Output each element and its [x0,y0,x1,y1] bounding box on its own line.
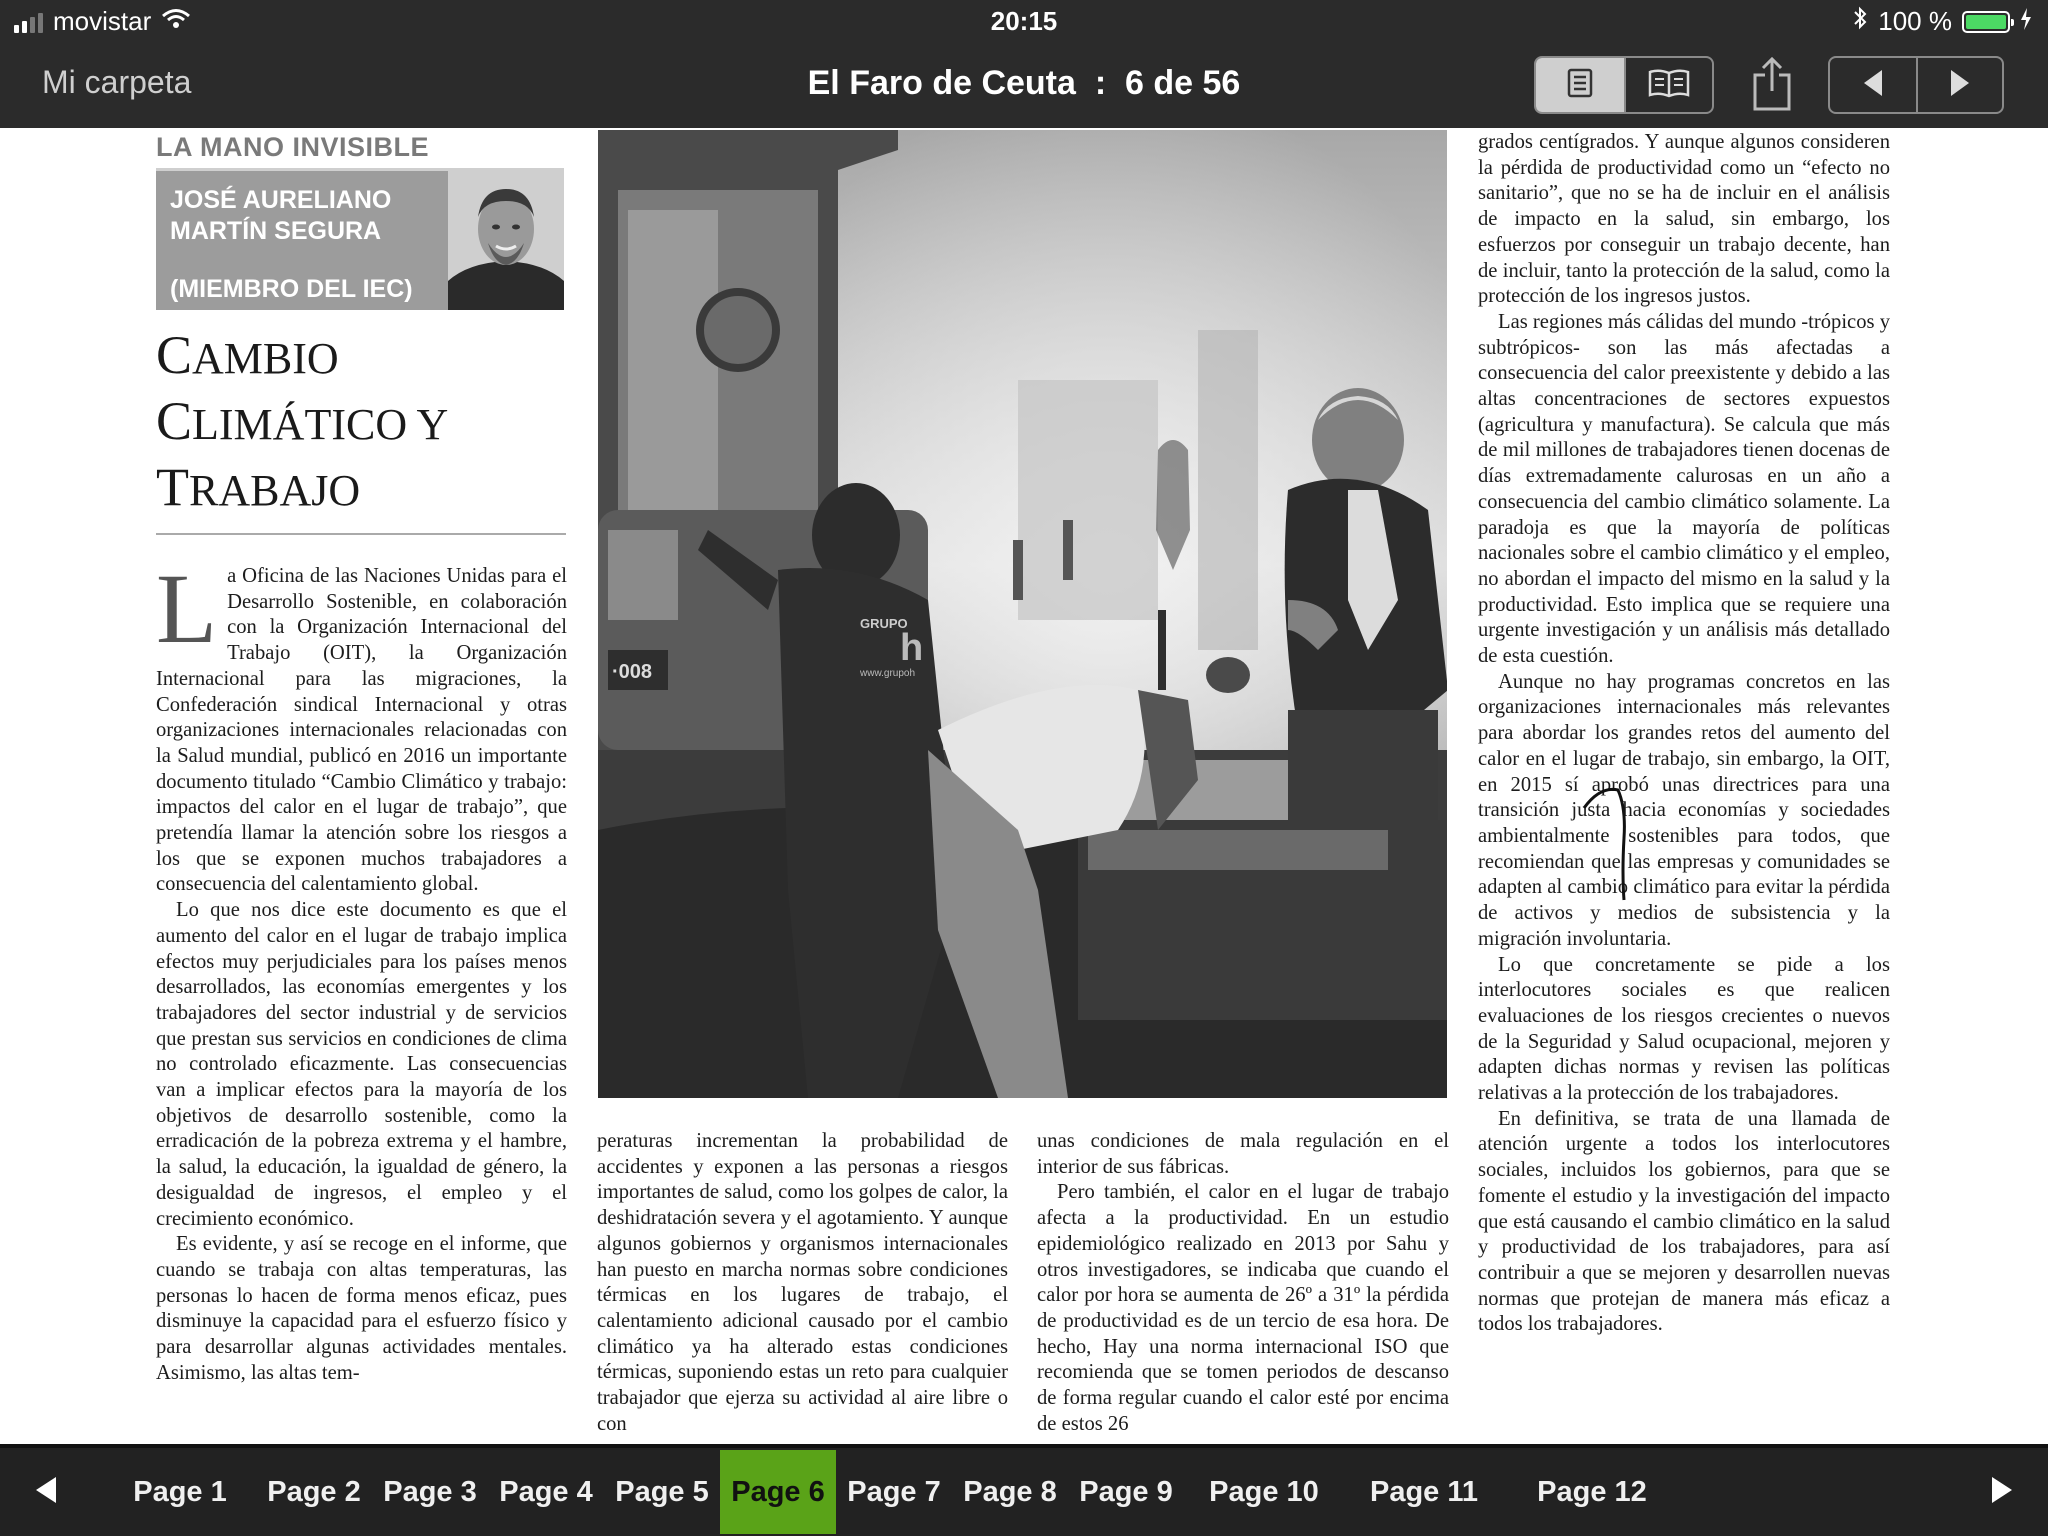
scroll-pages-right-button[interactable] [1972,1448,2032,1536]
page-item-5[interactable]: Page 5 [615,1475,709,1508]
paragraph-text: a Oficina de las Naciones Unidas para el Desarrollo Sostenible, en colaboración con la Organización Internacional del Trabajo (OIT), la Organización Internacional para las migraciones, la Confederación sindical Internacional y otras organizaciones internacionales relacionadas con la Salud mundial, publicó en 2016 un importante documento titulado “Cambio Climático y trabajo: impactos del calor en el lugar de trabajo”, que pretendía llamar la atención sobre los riesgos a los que se exponen muchos trabajadores a consecuencia del calentamiento global. [156,565,567,896]
headline-line: TRABAJO [156,457,361,517]
double-page-icon [1647,68,1691,103]
page-list [104,1448,1680,1536]
drop-cap: L [156,564,218,664]
author-role: (MIEMBRO DEL IEC) [170,275,413,303]
article-column-4 [1478,130,1890,1444]
page-item-2[interactable]: Page 2 [267,1475,361,1508]
shirt-brand: GRUPO [860,616,908,631]
author-photo [448,171,564,310]
page-item-8[interactable]: Page 8 [963,1475,1057,1508]
single-page-view-button[interactable] [1536,58,1624,112]
publication-name: El Faro de Ceuta [807,64,1076,102]
previous-page-button[interactable] [1830,58,1916,112]
chevron-right-icon [1990,1475,2014,1510]
status-bar [0,0,2048,40]
double-page-view-button[interactable] [1624,58,1712,112]
author-box [156,168,564,310]
page-item-9[interactable]: Page 9 [1079,1475,1173,1508]
paragraph: Las regiones más cálidas del mundo -trópicos y subtrópicos- son las más afectadas a consecuencia del calor preexistente y debido a las altas concentraciones de sectores expuestos (agricultura y manufactura). Se calcula que más de mil millones de trabajadores tienen docenas de días extremadamente calurosas en un año a consecuencia del cambio climático solamente. La paradoja es que la mayoría de políticas nacionales sobre el cambio climático y el empleo, no abordan el impacto del mismo en la salud y la productividad. Esto implica que se requiere una urgente investigación y un análisis más detallado de esta cuestión. [1478,310,1890,668]
author-name: JOSÉ AURELIANO MARTÍN SEGURA [170,186,392,245]
page-thumbnail-bar [0,1444,2048,1536]
paragraph: Lo que nos dice este documento es que el aumento del calor en el lugar de trabajo implica efectos muy perjudiciales para los países menos desarrollados, las economías emergentes y los trabajadores del sector industrial y de servicios que prestan sus servicios en condiciones de clima no controlado eficazmente. Las consecuencias van a implicar efectos para la mayoría de los objetivos de desarrollo sostenible, como la erradicación de la pobreza extrema y el hambre, la salud, la educación, la igualdad de género, la desigualdad de ingresos, el empleo y el crecimiento económico. [156,899,567,1230]
share-button[interactable] [1744,54,1800,116]
paragraph: unas condiciones de mala regulación en el interior de sus fábricas. [1037,1130,1449,1178]
paragraph: En definitiva, se trata de una llamada de atención urgente a todos los interlocutores sociales, incluidos los gobiernos, para que se fomente el estudio y la investigación del impacto que está causando el cambio climático en la salud y productividad de los trabajadores, para así contribuir a que se mejoren y desarrollen nuevas normas que protejan de manera más eficaz a todos los trabajadores. [1478,1107,1890,1336]
chevron-left-icon [34,1475,58,1510]
clock: 20:15 [990,6,1058,36]
paragraph: Pero también, el calor en el lugar de trabajo afecta a la productividad. En un estudio epidemiológico realizado en 2013 por Sahu y otros investigadores, se indicaba que cuando el calor por hora se aumenta de 26º a 31º la pérdida de productividad es de un tercio de esa hora. De hecho, Hay una norma internacional ISO que recomienda que se tomen periodos de descanso de forma regular cuando el calor esté por encima de estos 26 [1037,1181,1449,1435]
headline-divider [156,533,566,535]
paragraph: Aunque no hay programas concretos en las organizaciones internacionales más relevantes para abordar los grandes retos del aumento del calor en el lugar de trabajo, sin embargo, la OIT, en 2015 sí aprobó unas directrices para una transición justa hacia economías y sociedades ambientalmente sostenibles para todos, que recomiendan que las empresas y comunidades se adapten al cambio climático para evitar la pérdida de activos y medios de subsistencia y la migración involuntaria. [1478,670,1890,950]
paragraph: peraturas incrementan la probabilidad de accidentes y exponen a las personas a riesgos importantes de salud, como los golpes de calor, la deshidratación severa y el agotamiento. Y aunque algunos gobiernos y organismos internacionales han puesto en marcha normas sobre condiciones térmicas en los lugares de trabajo, el calentamiento adicional causado por el cambio climático ya ha alterado estas condiciones térmicas, suponiendo estas un reto para cualquier trabajador que ejerza su actividad al aire libre o con [597,1130,1008,1435]
page-navigation-control [1828,56,2004,114]
page-item-6[interactable]: Page 6 [720,1450,836,1534]
paragraph: Es evidente, y así se recoge en el informe, que cuando se trabaja con altas temperaturas, las personas lo hacen de forma menos eficaz, pues disminuye la capacidad para el esfuerzo físico y para desarrollar algunas actividades mentales. Asimismo, las altas tem- [156,1233,567,1384]
page-item-4[interactable]: Page 4 [499,1475,593,1508]
newspaper-page[interactable] [0,128,2048,1444]
section-title: LA MANO INVISIBLE [156,132,430,162]
chevron-left-icon [1860,68,1886,103]
headline-line: CAMBIO [156,325,339,385]
scroll-pages-left-button[interactable] [16,1448,76,1536]
page-item-12[interactable]: Page 12 [1537,1475,1647,1508]
share-icon [1751,55,1793,116]
carrier-label: movistar [53,6,152,36]
charging-icon [2020,6,2032,37]
bluetooth-icon [1852,6,1868,37]
article-column-2 [597,1129,1008,1444]
paragraph: grados centígrados. Y aunque algunos consideren la pérdida de productividad como un “efecto no sanitario”, que no se ha de incluir en el análisis de impacto en la salud, sin embargo, los esfuerzos por conseguir un trabajo decente, han de incluir, tanto la protección de la salud, como la protección de los ingresos justos. [1478,131,1890,308]
article-headline [156,324,576,522]
shirt-logo: h [900,627,924,669]
battery-percent: 100 % [1878,6,1952,36]
handwritten-annotation [1580,778,1640,908]
page-item-10[interactable]: Page 10 [1209,1475,1319,1508]
view-mode-toggle [1534,56,1714,114]
battery-icon [1962,11,2010,33]
document-title [0,64,2048,103]
article-column-3 [1037,1129,1449,1444]
page-item-11[interactable]: Page 11 [1369,1475,1479,1508]
paragraph: Lo que concretamente se pide a los interlocutores sociales es que realicen evaluaciones de los riesgos crecientes o nuevos de la Seguridad y Salud ocupacional, mejoren y adapten dichas normas y revisen las políticas relativas a la protección de los trabajadores. [1478,953,1890,1105]
headline-line: CLIMÁTICO Y [156,391,449,451]
single-page-icon [1567,68,1593,103]
my-folder-button[interactable]: Mi carpeta [42,64,192,100]
title-separator: : [1094,64,1107,102]
top-bar [0,0,2048,128]
paragraph [156,564,567,898]
article-column-1 [156,564,567,1444]
article-photo [598,130,1447,1098]
page-item-7[interactable]: Page 7 [847,1475,941,1508]
page-item-1[interactable]: Page 1 [133,1475,227,1508]
page-item-3[interactable]: Page 3 [383,1475,477,1508]
machine-number: ·008 [612,661,653,683]
navigation-bar [0,44,2048,128]
page-indicator: 6 de 56 [1125,64,1241,102]
next-page-button[interactable] [1916,58,2002,112]
shirt-url: www.grupoh [860,668,916,679]
chevron-right-icon [1947,68,1973,103]
